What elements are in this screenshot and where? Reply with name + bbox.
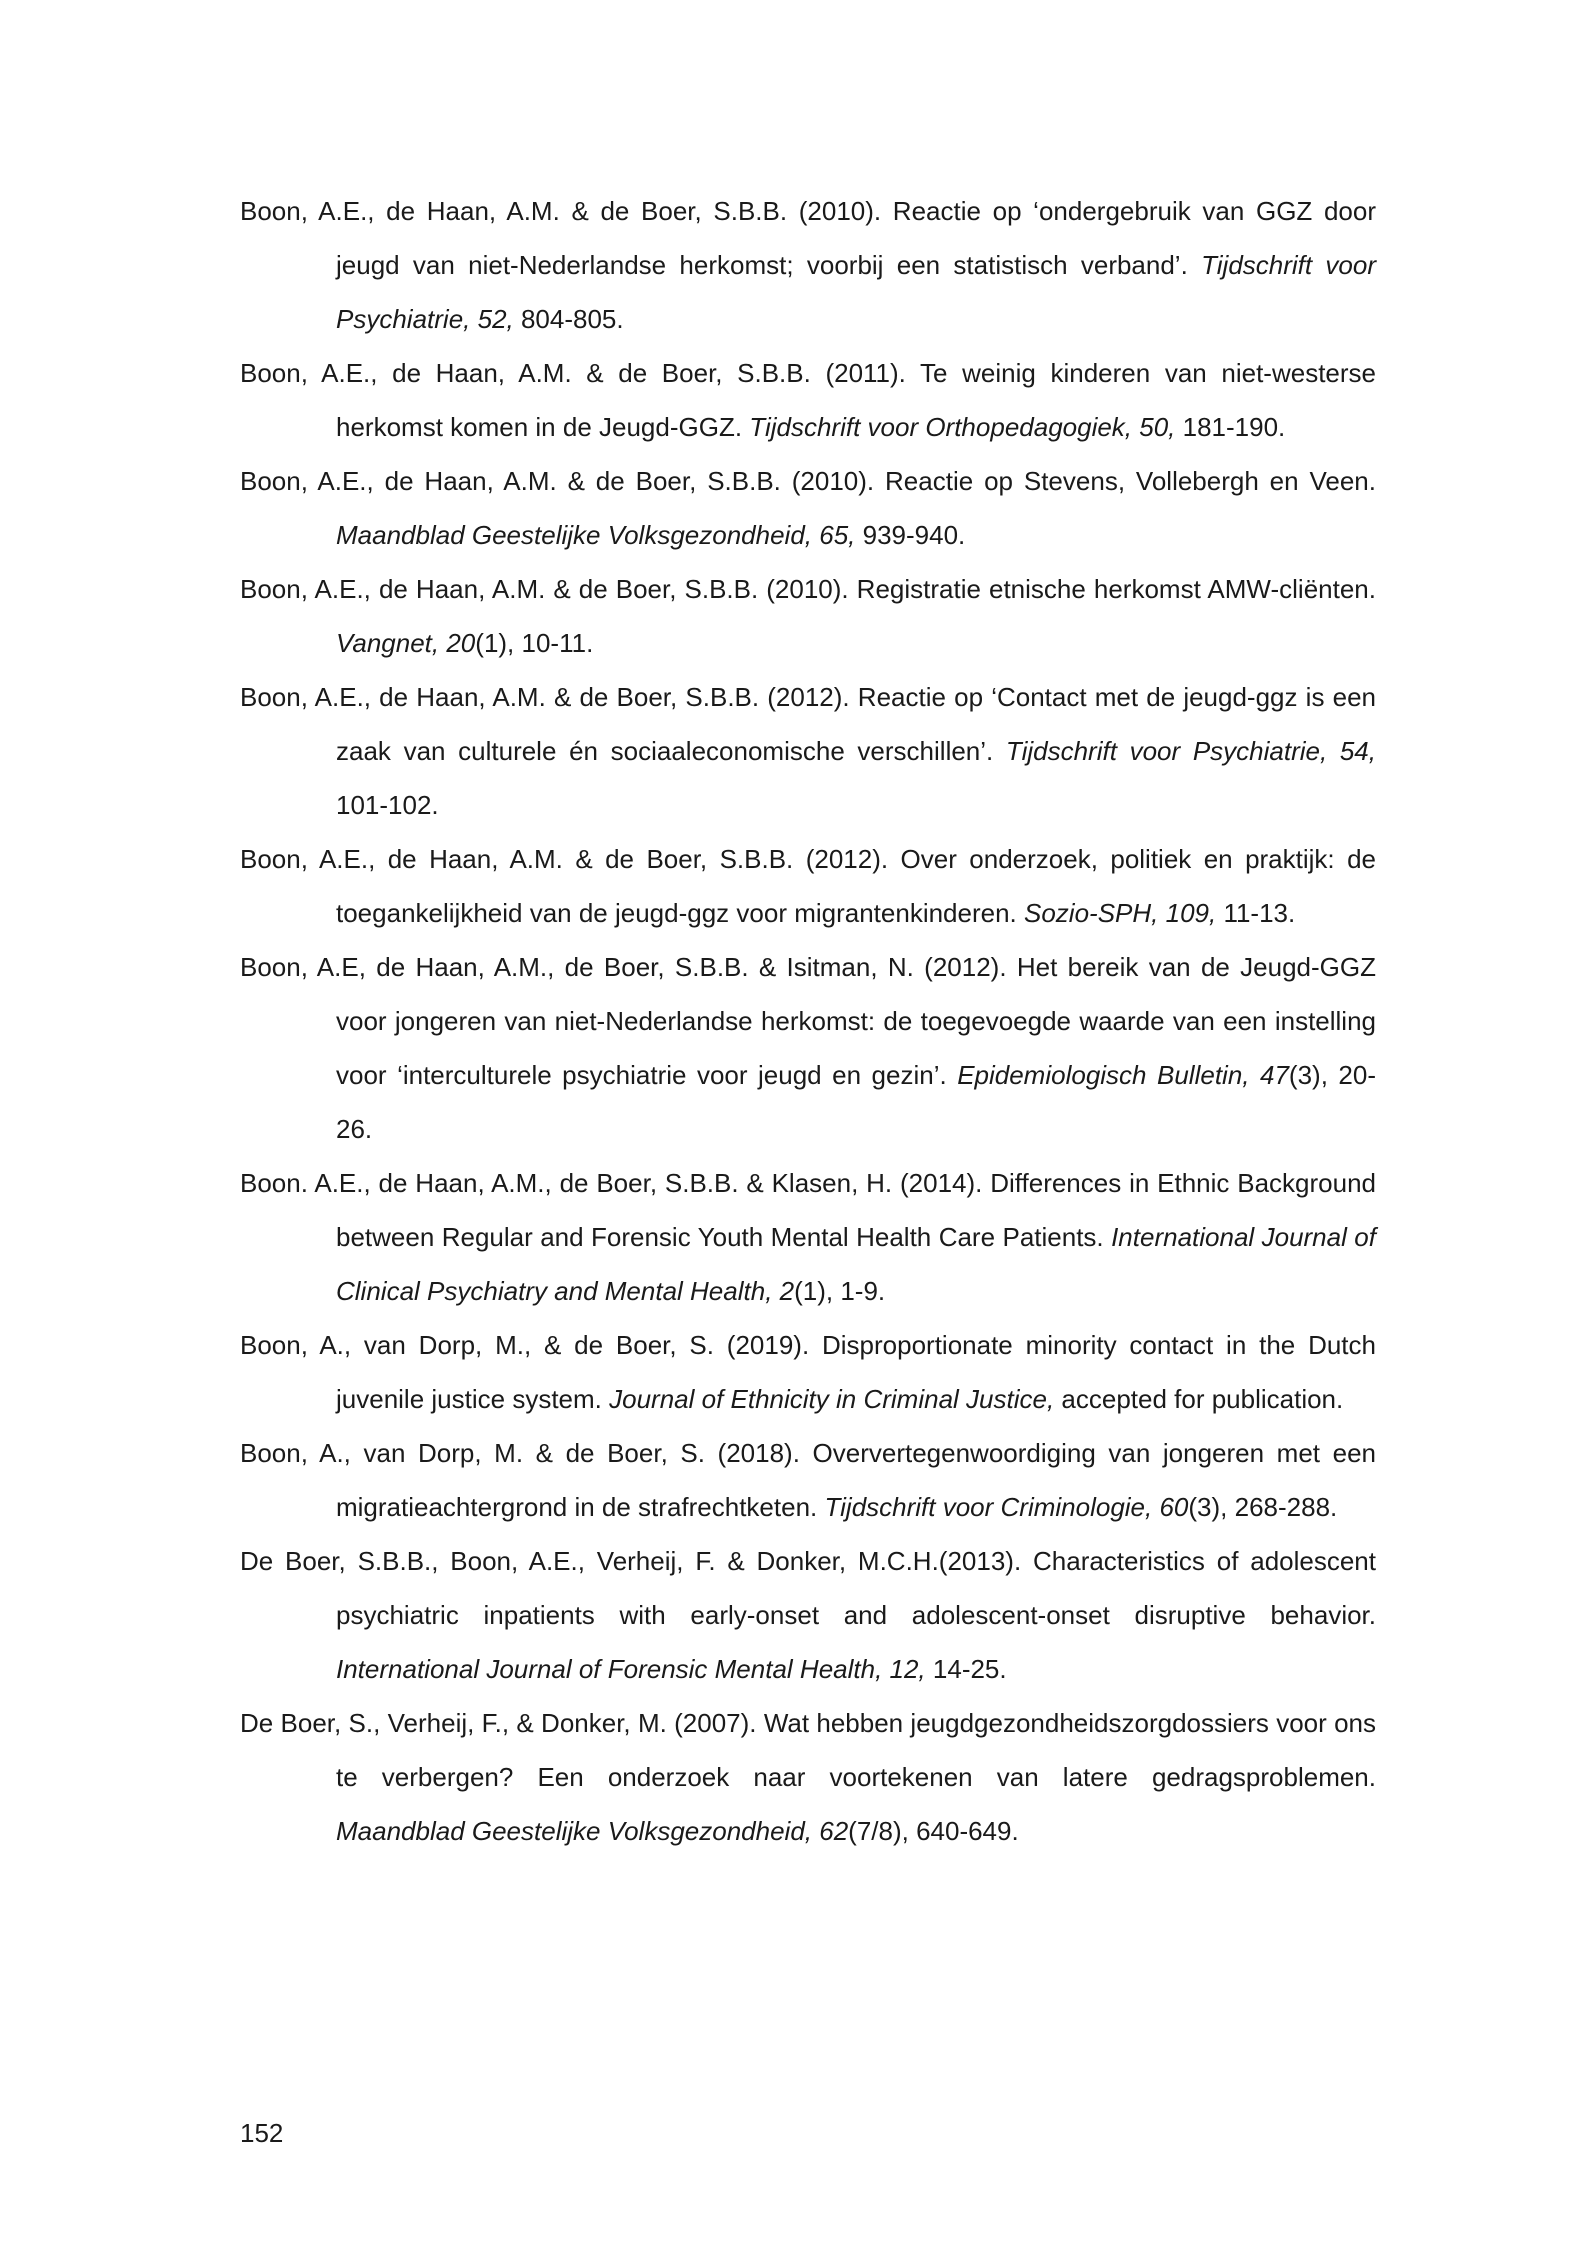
reference-entry — [240, 670, 1376, 832]
page-number: 152 — [240, 2118, 284, 2148]
reference-text: Boon, A.E., de Haan, A.M. & de Boer, S.B.B. (2012). Reactie op ‘Contact met de jeugd-ggz is een zaak van culturele én sociaaleconomische verschillen’. — [240, 682, 1376, 766]
reference-entry — [240, 940, 1376, 1156]
reference-text: De Boer, S., Verheij, F., & Donker, M. (2007). Wat hebben jeugdgezondheidszorgdossiers voor ons te verbergen? Een onderzoek naar voortekenen van latere gedragsproblemen. — [240, 1708, 1376, 1792]
reference-pages: (1), 1-9. — [794, 1276, 886, 1306]
reference-journal: Vangnet, 20 — [336, 628, 476, 658]
reference-text: Boon, A.E., de Haan, A.M. & de Boer, S.B.B. (2010). Registratie etnische herkomst AMW-cliënten. — [240, 574, 1376, 604]
reference-entry — [240, 832, 1376, 940]
reference-journal: International Journal of Forensic Mental Health, 12, — [336, 1654, 926, 1684]
reference-text: Boon. A.E., de Haan, A.M., de Boer, S.B.B. & Klasen, H. (2014). Differences in Ethnic Background between Regular and Forensic Youth Mental Health Care Patients. — [240, 1168, 1376, 1252]
reference-pages: (1), 10-11. — [475, 628, 594, 658]
reference-pages: 939-940. — [855, 520, 966, 550]
reference-entry — [240, 1156, 1376, 1318]
reference-journal: Epidemiologisch Bulletin, 47 — [957, 1060, 1289, 1090]
reference-journal: Tijdschrift voor Orthopedagogiek, 50, — [749, 412, 1176, 442]
reference-entry — [240, 1426, 1376, 1534]
reference-pages: 14-25. — [925, 1654, 1007, 1684]
reference-text: Boon, A.E., de Haan, A.M. & de Boer, S.B.B. (2010). Reactie op ‘ondergebruik van GGZ door jeugd van niet-Nederlandse herkomst; voorbij een statistisch verband’. — [240, 196, 1376, 280]
reference-pages: 101-102. — [336, 790, 439, 820]
reference-text: Boon, A.E, de Haan, A.M., de Boer, S.B.B. & Isitman, N. (2012). Het bereik van de Jeugd-GGZ voor jongeren van niet-Nederlandse herkomst: de toegevoegde waarde van een instelling voor ‘interculturele psychiatrie voor jeugd en gezin’. — [240, 952, 1376, 1090]
reference-journal: Sozio-SPH, 109, — [1024, 898, 1217, 928]
reference-pages: (7/8), 640-649. — [848, 1816, 1019, 1846]
reference-entry — [240, 1534, 1376, 1696]
reference-journal: Tijdschrift voor Criminologie, 60 — [824, 1492, 1189, 1522]
reference-entry — [240, 454, 1376, 562]
reference-journal: Maandblad Geestelijke Volksgezondheid, 65, — [336, 520, 856, 550]
reference-entry — [240, 1318, 1376, 1426]
reference-text: Boon, A., van Dorp, M., & de Boer, S. (2019). Disproportionate minority contact in the Dutch juvenile justice system. — [240, 1330, 1376, 1414]
reference-text: Boon, A.E., de Haan, A.M. & de Boer, S.B.B. (2012). Over onderzoek, politiek en praktijk: de toegankelijkheid van de jeugd-ggz voor migrantenkinderen. — [240, 844, 1376, 928]
reference-journal: Tijdschrift voor Psychiatrie, 54, — [1005, 736, 1376, 766]
reference-entry — [240, 184, 1376, 346]
reference-pages: 11-13. — [1216, 898, 1296, 928]
reference-pages: (3), 268-288. — [1188, 1492, 1338, 1522]
reference-entry — [240, 1696, 1376, 1858]
reference-entry — [240, 346, 1376, 454]
reference-journal: Tijdschrift voor Psychiatrie, 52, — [336, 250, 1376, 334]
reference-pages: 804-805. — [513, 304, 624, 334]
reference-text: De Boer, S.B.B., Boon, A.E., Verheij, F. & Donker, M.C.H.(2013). Characteristics of adolescent psychiatric inpatients with early-onset and adolescent-onset disruptive behavior. — [240, 1546, 1376, 1630]
reference-pages: (3), 20-26. — [336, 1060, 1376, 1144]
reference-journal: International Journal of Clinical Psychiatry and Mental Health, 2 — [336, 1222, 1376, 1306]
reference-text: Boon, A.E., de Haan, A.M. & de Boer, S.B.B. (2011). Te weinig kinderen van niet-westerse herkomst komen in de Jeugd-GGZ. — [240, 358, 1376, 442]
reference-entry — [240, 562, 1376, 670]
reference-list — [240, 184, 1376, 1858]
reference-journal: Maandblad Geestelijke Volksgezondheid, 62 — [336, 1816, 849, 1846]
reference-pages: 181-190. — [1175, 412, 1286, 442]
reference-pages: accepted for publication. — [1054, 1384, 1344, 1414]
reference-text: Boon, A.E., de Haan, A.M. & de Boer, S.B.B. (2010). Reactie op Stevens, Vollebergh en Veen. — [240, 466, 1376, 496]
reference-journal: Journal of Ethnicity in Criminal Justice, — [609, 1384, 1055, 1414]
reference-text: Boon, A., van Dorp, M. & de Boer, S. (2018). Oververtegenwoordiging van jongeren met een migratieachtergrond in de strafrechtketen. — [240, 1438, 1376, 1522]
